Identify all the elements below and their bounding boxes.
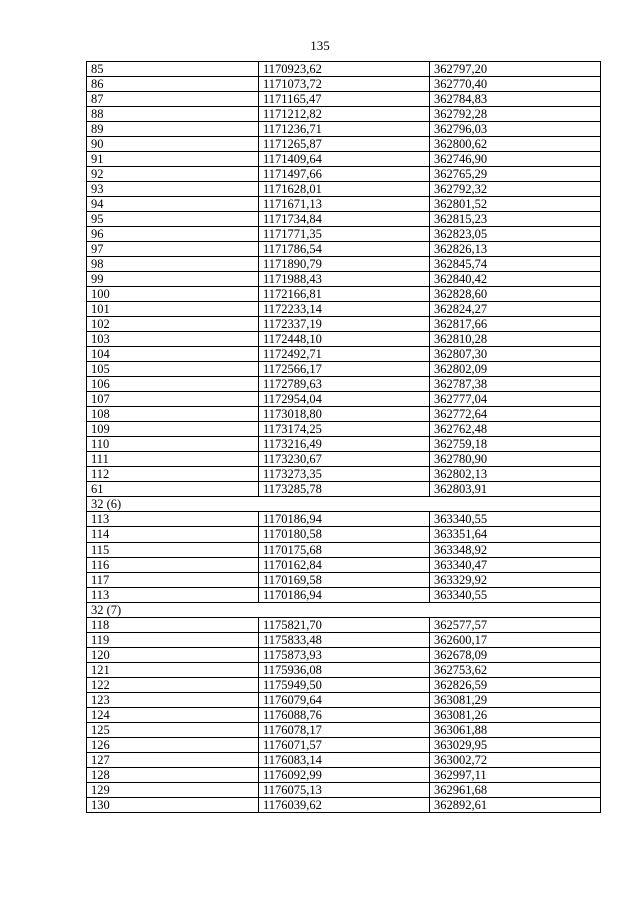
x-coordinate-cell: 1173174,25 xyxy=(259,422,430,437)
table-row xyxy=(87,617,601,632)
x-coordinate-cell: 1171890,79 xyxy=(259,257,430,272)
y-coordinate-cell: 362826,59 xyxy=(430,677,601,692)
y-coordinate-cell: 362840,42 xyxy=(430,272,601,287)
y-coordinate-cell: 363061,88 xyxy=(430,722,601,737)
point-number-cell: 112 xyxy=(87,467,259,482)
table-row xyxy=(87,752,601,767)
group-label: 32 (7) xyxy=(87,602,601,617)
table-row xyxy=(87,662,601,677)
point-number-cell: 89 xyxy=(87,122,259,137)
y-coordinate-cell: 362802,13 xyxy=(430,467,601,482)
point-number-cell: 119 xyxy=(87,632,259,647)
point-number-cell: 130 xyxy=(87,797,259,812)
point-number-cell: 100 xyxy=(87,287,259,302)
table-row xyxy=(87,647,601,662)
table-row xyxy=(87,137,601,152)
point-number-cell: 125 xyxy=(87,722,259,737)
y-coordinate-cell: 363029,95 xyxy=(430,737,601,752)
group-header-row xyxy=(87,497,601,512)
point-number-cell: 117 xyxy=(87,572,259,587)
table-row xyxy=(87,332,601,347)
point-number-cell: 113 xyxy=(87,512,259,527)
x-coordinate-cell: 1171734,84 xyxy=(259,212,430,227)
point-number-cell: 115 xyxy=(87,542,259,557)
x-coordinate-cell: 1171265,87 xyxy=(259,137,430,152)
table-row xyxy=(87,107,601,122)
point-number-cell: 123 xyxy=(87,692,259,707)
table-row xyxy=(87,437,601,452)
table-row xyxy=(87,557,601,572)
point-number-cell: 99 xyxy=(87,272,259,287)
y-coordinate-cell: 362800,62 xyxy=(430,137,601,152)
point-number-cell: 94 xyxy=(87,197,259,212)
y-coordinate-cell: 362770,40 xyxy=(430,77,601,92)
table-row xyxy=(87,467,601,482)
table-row xyxy=(87,422,601,437)
table-row xyxy=(87,272,601,287)
table-row xyxy=(87,737,601,752)
y-coordinate-cell: 362826,13 xyxy=(430,242,601,257)
table-row xyxy=(87,152,601,167)
y-coordinate-cell: 362817,66 xyxy=(430,317,601,332)
point-number-cell: 61 xyxy=(87,482,259,497)
coordinates-table-body xyxy=(87,62,601,813)
table-row xyxy=(87,362,601,377)
point-number-cell: 91 xyxy=(87,152,259,167)
x-coordinate-cell: 1175833,48 xyxy=(259,632,430,647)
x-coordinate-cell: 1173230,67 xyxy=(259,452,430,467)
point-number-cell: 95 xyxy=(87,212,259,227)
x-coordinate-cell: 1172954,04 xyxy=(259,392,430,407)
y-coordinate-cell: 362678,09 xyxy=(430,647,601,662)
point-number-cell: 92 xyxy=(87,167,259,182)
point-number-cell: 93 xyxy=(87,182,259,197)
y-coordinate-cell: 362961,68 xyxy=(430,782,601,797)
x-coordinate-cell: 1171236,71 xyxy=(259,122,430,137)
table-row xyxy=(87,77,601,92)
x-coordinate-cell: 1176039,62 xyxy=(259,797,430,812)
x-coordinate-cell: 1173216,49 xyxy=(259,437,430,452)
point-number-cell: 108 xyxy=(87,407,259,422)
y-coordinate-cell: 362765,29 xyxy=(430,167,601,182)
y-coordinate-cell: 362803,91 xyxy=(430,482,601,497)
coordinates-table xyxy=(86,61,601,813)
x-coordinate-cell: 1172337,19 xyxy=(259,317,430,332)
point-number-cell: 101 xyxy=(87,302,259,317)
point-number-cell: 111 xyxy=(87,452,259,467)
point-number-cell: 106 xyxy=(87,377,259,392)
x-coordinate-cell: 1172233,14 xyxy=(259,302,430,317)
x-coordinate-cell: 1171988,43 xyxy=(259,272,430,287)
table-row xyxy=(87,392,601,407)
y-coordinate-cell: 362845,74 xyxy=(430,257,601,272)
y-coordinate-cell: 362787,38 xyxy=(430,377,601,392)
point-number-cell: 104 xyxy=(87,347,259,362)
point-number-cell: 90 xyxy=(87,137,259,152)
table-row xyxy=(87,302,601,317)
x-coordinate-cell: 1176088,76 xyxy=(259,707,430,722)
y-coordinate-cell: 363340,55 xyxy=(430,512,601,527)
x-coordinate-cell: 1176083,14 xyxy=(259,752,430,767)
point-number-cell: 118 xyxy=(87,617,259,632)
table-row xyxy=(87,512,601,527)
y-coordinate-cell: 362797,20 xyxy=(430,62,601,77)
x-coordinate-cell: 1171165,47 xyxy=(259,92,430,107)
table-row xyxy=(87,62,601,77)
group-header-row xyxy=(87,602,601,617)
table-row xyxy=(87,197,601,212)
table-row xyxy=(87,767,601,782)
table-row xyxy=(87,587,601,602)
x-coordinate-cell: 1176078,17 xyxy=(259,722,430,737)
x-coordinate-cell: 1176092,99 xyxy=(259,767,430,782)
x-coordinate-cell: 1171628,01 xyxy=(259,182,430,197)
point-number-cell: 120 xyxy=(87,647,259,662)
point-number-cell: 105 xyxy=(87,362,259,377)
x-coordinate-cell: 1172492,71 xyxy=(259,347,430,362)
table-row xyxy=(87,482,601,497)
y-coordinate-cell: 363081,29 xyxy=(430,692,601,707)
x-coordinate-cell: 1175949,50 xyxy=(259,677,430,692)
table-row xyxy=(87,407,601,422)
y-coordinate-cell: 362577,57 xyxy=(430,617,601,632)
point-number-cell: 126 xyxy=(87,737,259,752)
table-row xyxy=(87,542,601,557)
point-number-cell: 113 xyxy=(87,587,259,602)
point-number-cell: 110 xyxy=(87,437,259,452)
y-coordinate-cell: 362777,04 xyxy=(430,392,601,407)
point-number-cell: 121 xyxy=(87,662,259,677)
y-coordinate-cell: 362802,09 xyxy=(430,362,601,377)
table-row xyxy=(87,632,601,647)
x-coordinate-cell: 1170169,58 xyxy=(259,572,430,587)
x-coordinate-cell: 1170180,58 xyxy=(259,527,430,542)
y-coordinate-cell: 362746,90 xyxy=(430,152,601,167)
x-coordinate-cell: 1172789,63 xyxy=(259,377,430,392)
point-number-cell: 109 xyxy=(87,422,259,437)
point-number-cell: 128 xyxy=(87,767,259,782)
table-row xyxy=(87,167,601,182)
table-row xyxy=(87,122,601,137)
table-row xyxy=(87,287,601,302)
x-coordinate-cell: 1170923,62 xyxy=(259,62,430,77)
y-coordinate-cell: 363340,55 xyxy=(430,587,601,602)
point-number-cell: 116 xyxy=(87,557,259,572)
x-coordinate-cell: 1170186,94 xyxy=(259,587,430,602)
y-coordinate-cell: 362772,64 xyxy=(430,407,601,422)
y-coordinate-cell: 363081,26 xyxy=(430,707,601,722)
table-row xyxy=(87,242,601,257)
point-number-cell: 98 xyxy=(87,257,259,272)
table-row xyxy=(87,377,601,392)
point-number-cell: 85 xyxy=(87,62,259,77)
point-number-cell: 129 xyxy=(87,782,259,797)
point-number-cell: 124 xyxy=(87,707,259,722)
point-number-cell: 107 xyxy=(87,392,259,407)
x-coordinate-cell: 1172566,17 xyxy=(259,362,430,377)
y-coordinate-cell: 362807,30 xyxy=(430,347,601,362)
y-coordinate-cell: 362824,27 xyxy=(430,302,601,317)
table-row xyxy=(87,212,601,227)
point-number-cell: 102 xyxy=(87,317,259,332)
y-coordinate-cell: 362828,60 xyxy=(430,287,601,302)
y-coordinate-cell: 362780,90 xyxy=(430,452,601,467)
point-number-cell: 97 xyxy=(87,242,259,257)
x-coordinate-cell: 1171786,54 xyxy=(259,242,430,257)
x-coordinate-cell: 1171497,66 xyxy=(259,167,430,182)
table-row xyxy=(87,257,601,272)
y-coordinate-cell: 362792,32 xyxy=(430,182,601,197)
x-coordinate-cell: 1172448,10 xyxy=(259,332,430,347)
table-row xyxy=(87,317,601,332)
point-number-cell: 127 xyxy=(87,752,259,767)
point-number-cell: 122 xyxy=(87,677,259,692)
table-row xyxy=(87,452,601,467)
table-row xyxy=(87,692,601,707)
y-coordinate-cell: 363351,64 xyxy=(430,527,601,542)
y-coordinate-cell: 363002,72 xyxy=(430,752,601,767)
point-number-cell: 114 xyxy=(87,527,259,542)
x-coordinate-cell: 1171771,35 xyxy=(259,227,430,242)
x-coordinate-cell: 1171671,13 xyxy=(259,197,430,212)
x-coordinate-cell: 1176075,13 xyxy=(259,782,430,797)
y-coordinate-cell: 362753,62 xyxy=(430,662,601,677)
table-row xyxy=(87,347,601,362)
y-coordinate-cell: 362815,23 xyxy=(430,212,601,227)
table-row xyxy=(87,227,601,242)
table-row xyxy=(87,707,601,722)
table-row xyxy=(87,782,601,797)
table-row xyxy=(87,92,601,107)
x-coordinate-cell: 1176079,64 xyxy=(259,692,430,707)
point-number-cell: 88 xyxy=(87,107,259,122)
y-coordinate-cell: 363340,47 xyxy=(430,557,601,572)
y-coordinate-cell: 363348,92 xyxy=(430,542,601,557)
x-coordinate-cell: 1171409,64 xyxy=(259,152,430,167)
table-row xyxy=(87,677,601,692)
point-number-cell: 86 xyxy=(87,77,259,92)
point-number-cell: 96 xyxy=(87,227,259,242)
x-coordinate-cell: 1171073,72 xyxy=(259,77,430,92)
y-coordinate-cell: 362784,83 xyxy=(430,92,601,107)
x-coordinate-cell: 1175936,08 xyxy=(259,662,430,677)
x-coordinate-cell: 1173018,80 xyxy=(259,407,430,422)
x-coordinate-cell: 1173285,78 xyxy=(259,482,430,497)
x-coordinate-cell: 1175873,93 xyxy=(259,647,430,662)
y-coordinate-cell: 362796,03 xyxy=(430,122,601,137)
page-number: 135 xyxy=(310,38,330,53)
y-coordinate-cell: 362997,11 xyxy=(430,767,601,782)
x-coordinate-cell: 1176071,57 xyxy=(259,737,430,752)
x-coordinate-cell: 1171212,82 xyxy=(259,107,430,122)
y-coordinate-cell: 362792,28 xyxy=(430,107,601,122)
table-row xyxy=(87,572,601,587)
table-row xyxy=(87,182,601,197)
table-row xyxy=(87,797,601,812)
table-row xyxy=(87,722,601,737)
x-coordinate-cell: 1170175,68 xyxy=(259,542,430,557)
point-number-cell: 87 xyxy=(87,92,259,107)
x-coordinate-cell: 1170162,84 xyxy=(259,557,430,572)
group-label: 32 (6) xyxy=(87,497,601,512)
y-coordinate-cell: 362762,48 xyxy=(430,422,601,437)
point-number-cell: 103 xyxy=(87,332,259,347)
y-coordinate-cell: 362759,18 xyxy=(430,437,601,452)
x-coordinate-cell: 1173273,35 xyxy=(259,467,430,482)
y-coordinate-cell: 362892,61 xyxy=(430,797,601,812)
y-coordinate-cell: 362810,28 xyxy=(430,332,601,347)
y-coordinate-cell: 362600,17 xyxy=(430,632,601,647)
y-coordinate-cell: 362801,52 xyxy=(430,197,601,212)
x-coordinate-cell: 1172166,81 xyxy=(259,287,430,302)
y-coordinate-cell: 362823,05 xyxy=(430,227,601,242)
table-row xyxy=(87,527,601,542)
x-coordinate-cell: 1170186,94 xyxy=(259,512,430,527)
y-coordinate-cell: 363329,92 xyxy=(430,572,601,587)
x-coordinate-cell: 1175821,70 xyxy=(259,617,430,632)
